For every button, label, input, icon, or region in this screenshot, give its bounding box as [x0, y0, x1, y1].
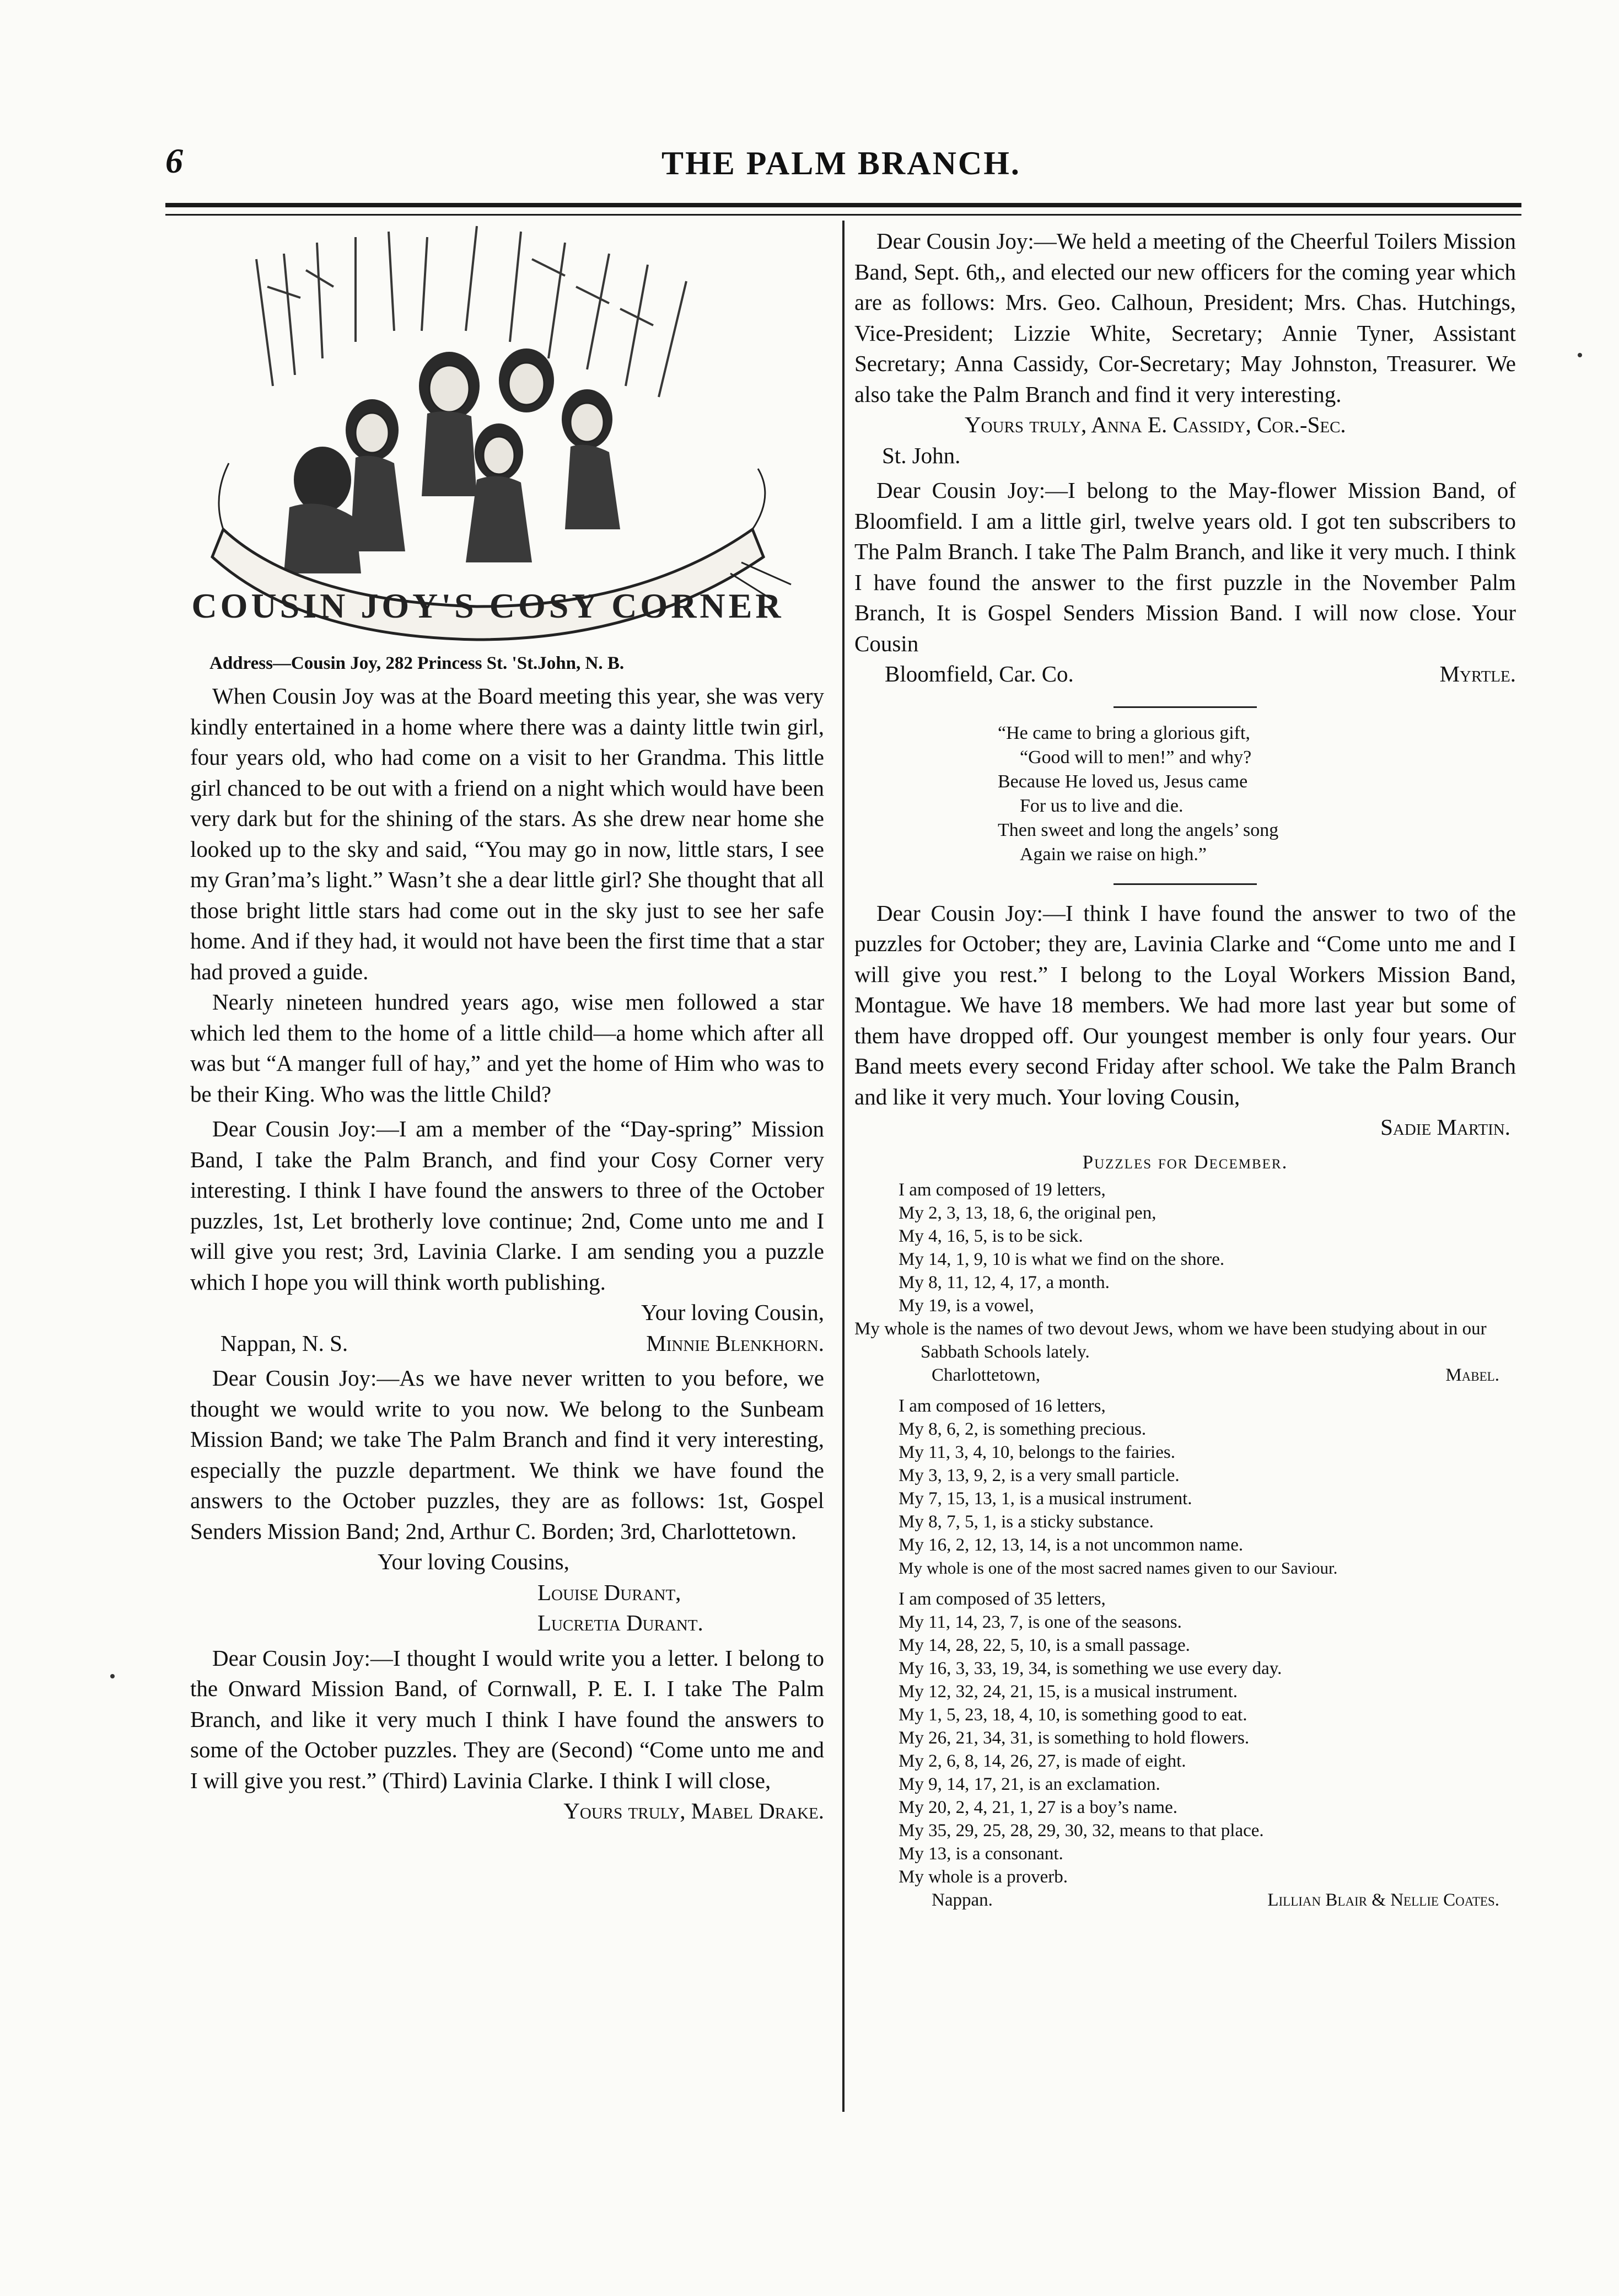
puzzle-line: My 3, 13, 9, 2, is a very small particle.	[899, 1465, 1180, 1485]
puzzle-line: My 16, 3, 33, 19, 34, is something we use every day.	[899, 1658, 1282, 1678]
cosy-corner-illustration	[190, 221, 808, 645]
puzzle-line: I am composed of 19 letters,	[899, 1179, 1106, 1200]
print-speck	[110, 1674, 115, 1678]
editorial-paragraph-1: When Cousin Joy was at the Board meeting this year, she was very kindly entertained in a home where there was a dainty little twin girl, four years old, who had come on a visit to her Grandma. This little girl chanced to be out with a friend on a night which would have been very dark but for the shining of the stars. As she drew near home she looked up to the sky and said, “You may go in now, little stars, I see my Gran’ma’s light.” Wasn’t she a dear little girl? She thought that all those bright little stars had come out in the sky just to see her safe home. And if they had, it would not have been the first time that a star had proved a guide.	[190, 683, 824, 984]
left-column	[190, 681, 824, 1827]
signature: Minnie Blenkhorn.	[646, 1330, 824, 1356]
poem	[998, 721, 1516, 867]
signature: Yours truly, Mabel Drake.	[563, 1798, 824, 1823]
puzzle-line: My 2, 6, 8, 14, 26, 27, is made of eight.	[899, 1751, 1186, 1771]
right-column	[854, 226, 1516, 1912]
place: Charlottetown,	[932, 1365, 1041, 1385]
puzzle-line: My 35, 29, 25, 28, 29, 30, 32, means to that place.	[899, 1820, 1264, 1841]
puzzle-line: I am composed of 16 letters,	[899, 1396, 1106, 1416]
puzzle-line: My 19, is a vowel,	[899, 1295, 1034, 1316]
puzzle-line: My 11, 14, 23, 7, is one of the seasons.	[899, 1612, 1182, 1632]
signature: Yours truly, Anna E. Cassidy, Cor.-Sec.	[965, 412, 1346, 437]
editorial-paragraph-2: Nearly nineteen hundred years ago, wise men followed a star which led them to the home of a little child—a home which after all was but “A manger full of hay,” and yet the home of Him who was to be their King. Who was the little Child?	[190, 989, 824, 1107]
puzzle-line: My whole is the names of two devout Jews, whom we have been studying about in our Sabbath Schools lately.	[854, 1318, 1487, 1362]
letter-blenkhorn: Dear Cousin Joy:—I am a member of the “Day-spring” Mission Band, I take the Palm Branch, and find your Cosy Corner very interesting. I think I have found the answers to three of the October puzzles, 1st, Let brotherly love continue; 2nd, Come unto me and I will give you rest; 3rd, Lavinia Clarke. I am sending you a puzzle which I hope you will think worth publishing.	[190, 1116, 824, 1295]
puzzles-title: Puzzles for December.	[1082, 1151, 1288, 1173]
signature: Lillian Blair & Nellie Coates.	[1267, 1890, 1499, 1910]
divider	[1114, 706, 1257, 708]
puzzles-section	[854, 1151, 1516, 1912]
letter-myrtle-signature	[854, 659, 1516, 690]
puzzle-line: My 13, is a consonant.	[899, 1843, 1063, 1864]
closing: Your loving Cousin,	[641, 1300, 824, 1325]
poem-line: “He came to bring a glorious gift,	[998, 722, 1250, 743]
puzzle-1-signature	[899, 1364, 1516, 1387]
puzzle-line: My 8, 7, 5, 1, is a sticky substance.	[899, 1511, 1154, 1532]
letter-martin: Dear Cousin Joy:—I think I have found the answer to two of the puzzles for October; they are, Lavinia Clarke and “Come unto me and I will give you rest.” I belong to the Loyal Workers Mission Band, Montague. We have 18 members. We had more last year but some of them have dropped off. Our youngest member is only four years. Our Band meets every second Friday after school. We take the Palm Branch and like it very much. Your loving Cousin,	[854, 900, 1516, 1109]
poem-line: Again we raise on high.”	[1020, 844, 1207, 865]
poem-line: Because He loved us, Jesus came	[998, 771, 1248, 792]
letter-blenkhorn-signoff	[190, 1297, 824, 1328]
letter-myrtle: Dear Cousin Joy:—I belong to the May-flower Mission Band, of Bloomfield. I am a little girl, twelve years old. I got ten subscribers to The Palm Branch. I take The Palm Branch, and like it very much. I think I have found the answer to the first puzzle in the November Palm Branch, It is Gospel Senders Mission Band. I will now close. Your Cousin	[854, 478, 1516, 656]
place: Nappan, N. S.	[220, 1330, 348, 1356]
poem-line: For us to live and die.	[1020, 795, 1184, 816]
puzzle-2	[854, 1394, 1516, 1580]
puzzle-line: My 26, 21, 34, 31, is something to hold flowers.	[899, 1728, 1250, 1748]
closing: Your loving Cousins,	[378, 1549, 569, 1574]
signature: Myrtle.	[1439, 661, 1516, 686]
puzzle-line: My 7, 15, 13, 1, is a musical instrument.	[899, 1488, 1192, 1509]
puzzle-line: My 1, 5, 23, 18, 4, 10, is something good to eat.	[899, 1704, 1247, 1725]
puzzle-line: My 20, 2, 4, 21, 1, 27 is a boy’s name.	[899, 1797, 1177, 1817]
puzzle-line: My whole is one of the most sacred names given to our Saviour.	[899, 1558, 1338, 1578]
puzzle-line: My 12, 32, 24, 21, 15, is a musical instrument.	[899, 1681, 1238, 1702]
page-title: THE PALM BRANCH.	[661, 145, 1021, 181]
address-caption: Address—Cousin Joy, 282 Princess St. 'St.John, N. B.	[209, 653, 625, 673]
divider	[1114, 883, 1257, 885]
letter-durant: Dear Cousin Joy:—As we have never written to you before, we thought we would write to you now. We belong to the Sunbeam Mission Band; we take The Palm Branch and find it very interesting, especially the puzzle department. We think we have found the answers to the October puzzles, they are as follows: 1st, Gospel Senders Mission Band; 2nd, Arthur C. Borden; 3rd, Charlottetown.	[190, 1365, 824, 1544]
signature: Mabel.	[1445, 1365, 1499, 1385]
banner-text: COUSIN JOY'S COSY CORNER	[191, 586, 784, 625]
header-rule	[165, 203, 1521, 207]
puzzle-line: I am composed of 35 letters,	[899, 1589, 1106, 1609]
place: Bloomfield, Car. Co.	[885, 661, 1074, 686]
letter-drake: Dear Cousin Joy:—I thought I would write you a letter. I belong to the Onward Mission Band, of Cornwall, P. E. I. I take The Palm Branch, and like it very much I think I have found the answers to some of the October puzzles. They are (Second) “Come unto me and I will give you rest.” (Third) Lavinia Clarke. I think I will close,	[190, 1645, 824, 1793]
puzzle-line: My 2, 3, 13, 18, 6, the original pen,	[899, 1203, 1157, 1223]
column-divider	[842, 221, 845, 2112]
puzzle-line: My 9, 14, 17, 21, is an exclamation.	[899, 1774, 1160, 1794]
signature: Louise Durant,	[537, 1579, 681, 1605]
print-speck	[1578, 353, 1582, 357]
place: St. John.	[882, 442, 961, 468]
place: Nappan.	[932, 1890, 993, 1910]
letter-cassidy: Dear Cousin Joy:—We held a meeting of the Cheerful Toilers Mission Band, Sept. 6th,, and elected our new officers for the coming year which are as follows: Mrs. Geo. Calhoun, President; Mrs. Chas. Hutchings, Vice-President; Lizzie White, Secretary; Annie Tyner, Assistant Secretary; Anna Cassidy, Cor-Secretary; May Johnston, Treasurer. We also take the Palm Branch and find it very interesting.	[854, 228, 1516, 407]
puzzle-3-signature	[899, 1889, 1516, 1912]
puzzle-1	[854, 1178, 1516, 1387]
puzzle-3	[854, 1587, 1516, 1912]
poem-line: “Good will to men!” and why?	[1020, 747, 1252, 768]
poem-line: Then sweet and long the angels’ song	[998, 819, 1279, 840]
puzzle-line: My 14, 1, 9, 10 is what we find on the shore.	[899, 1249, 1225, 1269]
page-number: 6	[165, 141, 183, 180]
puzzle-line: My 16, 2, 12, 13, 14, is a not uncommon name.	[899, 1535, 1244, 1555]
signature: Lucretia Durant.	[537, 1610, 703, 1635]
puzzle-line: My whole is a proverb.	[899, 1866, 1068, 1887]
puzzle-line: My 8, 6, 2, is something precious.	[899, 1419, 1147, 1439]
puzzle-line: My 4, 16, 5, is to be sick.	[899, 1226, 1083, 1246]
header-rule-thin	[165, 214, 1521, 216]
puzzle-line: My 14, 28, 22, 5, 10, is a small passage.	[899, 1635, 1190, 1655]
signature: Sadie Martin.	[1380, 1114, 1510, 1140]
puzzle-line: My 11, 3, 4, 10, belongs to the fairies.	[899, 1442, 1175, 1462]
letter-blenkhorn-signature	[190, 1328, 824, 1359]
puzzle-line: My 8, 11, 12, 4, 17, a month.	[899, 1272, 1110, 1292]
